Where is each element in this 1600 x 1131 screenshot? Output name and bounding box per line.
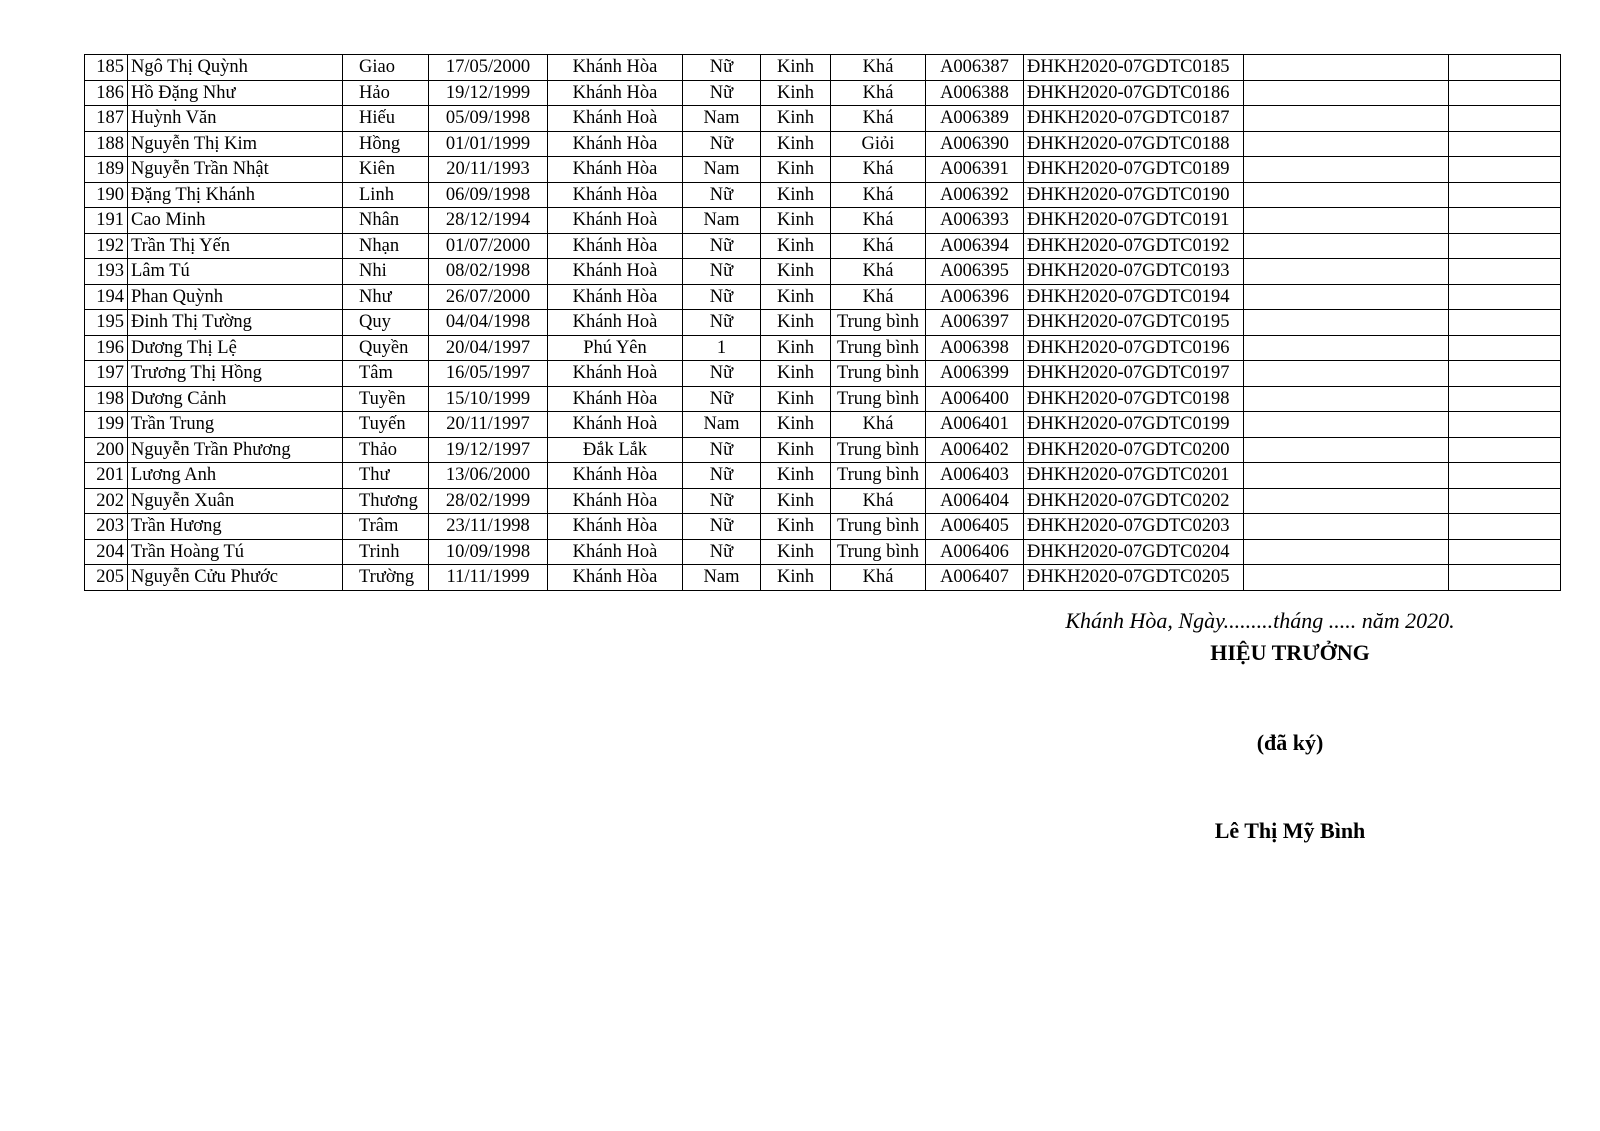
row-number: 199 (85, 412, 128, 438)
blank-cell (1244, 157, 1449, 183)
student-given-name: Tuyền (343, 386, 429, 412)
blank-cell (1244, 106, 1449, 132)
registry-number: ĐHKH2020-07GDTC0198 (1024, 386, 1244, 412)
gender: Nam (683, 412, 761, 438)
classification: Khá (831, 106, 926, 132)
gender: Nữ (683, 233, 761, 259)
row-number: 204 (85, 539, 128, 565)
blank-cell (1244, 310, 1449, 336)
birth-place: Khánh Hòa (548, 488, 683, 514)
certificate-number: A006405 (926, 514, 1024, 540)
registry-number: ĐHKH2020-07GDTC0187 (1024, 106, 1244, 132)
birth-place: Khánh Hoà (548, 106, 683, 132)
student-given-name: Thương (343, 488, 429, 514)
blank-cell (1449, 80, 1561, 106)
birth-date: 20/04/1997 (429, 335, 548, 361)
registry-number: ĐHKH2020-07GDTC0205 (1024, 565, 1244, 591)
classification: Khá (831, 55, 926, 81)
blank-cell (1449, 106, 1561, 132)
student-given-name: Như (343, 284, 429, 310)
blank-cell (1449, 157, 1561, 183)
classification: Khá (831, 412, 926, 438)
registry-number: ĐHKH2020-07GDTC0188 (1024, 131, 1244, 157)
certificate-number: A006392 (926, 182, 1024, 208)
birth-date: 13/06/2000 (429, 463, 548, 489)
row-number: 190 (85, 182, 128, 208)
blank-cell (1244, 488, 1449, 514)
blank-cell (1449, 361, 1561, 387)
ethnicity: Kinh (761, 310, 831, 336)
student-given-name: Linh (343, 182, 429, 208)
blank-cell (1244, 284, 1449, 310)
student-given-name: Tuyến (343, 412, 429, 438)
blank-cell (1449, 233, 1561, 259)
signature-date-line: Khánh Hòa, Ngày.........tháng ..... năm 2020. (1065, 608, 1455, 633)
student-surname: Nguyễn Trần Nhật (128, 157, 343, 183)
birth-date: 11/11/1999 (429, 565, 548, 591)
student-surname: Ngô Thị Quỳnh (128, 55, 343, 81)
registry-number: ĐHKH2020-07GDTC0185 (1024, 55, 1244, 81)
student-surname: Nguyễn Thị Kim (128, 131, 343, 157)
table-row (85, 106, 1561, 132)
certificate-number: A006400 (926, 386, 1024, 412)
birth-date: 28/12/1994 (429, 208, 548, 234)
table-row (85, 284, 1561, 310)
gender: Nam (683, 208, 761, 234)
table-row (85, 539, 1561, 565)
table-row (85, 412, 1561, 438)
birth-place: Khánh Hòa (548, 233, 683, 259)
ethnicity: Kinh (761, 284, 831, 310)
table-row (85, 361, 1561, 387)
registry-number: ĐHKH2020-07GDTC0194 (1024, 284, 1244, 310)
row-number: 187 (85, 106, 128, 132)
birth-place: Đắk Lắk (548, 437, 683, 463)
birth-place: Khánh Hòa (548, 131, 683, 157)
blank-cell (1449, 539, 1561, 565)
table-row (85, 55, 1561, 81)
birth-date: 01/07/2000 (429, 233, 548, 259)
classification: Trung bình (831, 514, 926, 540)
row-number: 205 (85, 565, 128, 591)
registry-number: ĐHKH2020-07GDTC0186 (1024, 80, 1244, 106)
certificate-number: A006393 (926, 208, 1024, 234)
student-surname: Cao Minh (128, 208, 343, 234)
gender: Nữ (683, 386, 761, 412)
birth-place: Khánh Hoà (548, 539, 683, 565)
certificate-number: A006390 (926, 131, 1024, 157)
classification: Trung bình (831, 539, 926, 565)
student-surname: Trần Hoàng Tú (128, 539, 343, 565)
birth-place: Khánh Hòa (548, 55, 683, 81)
registry-number: ĐHKH2020-07GDTC0197 (1024, 361, 1244, 387)
student-surname: Dương Cảnh (128, 386, 343, 412)
blank-cell (1449, 437, 1561, 463)
gender: Nữ (683, 131, 761, 157)
row-number: 194 (85, 284, 128, 310)
classification: Trung bình (831, 310, 926, 336)
certificate-number: A006407 (926, 565, 1024, 591)
ethnicity: Kinh (761, 182, 831, 208)
gender: Nữ (683, 514, 761, 540)
student-given-name: Quy (343, 310, 429, 336)
table-row (85, 335, 1561, 361)
registry-number: ĐHKH2020-07GDTC0190 (1024, 182, 1244, 208)
row-number: 189 (85, 157, 128, 183)
student-given-name: Quyền (343, 335, 429, 361)
gender: Nữ (683, 539, 761, 565)
blank-cell (1449, 284, 1561, 310)
birth-place: Khánh Hòa (548, 182, 683, 208)
gender: Nữ (683, 284, 761, 310)
table-row (85, 514, 1561, 540)
ethnicity: Kinh (761, 106, 831, 132)
certificate-number: A006406 (926, 539, 1024, 565)
classification: Khá (831, 565, 926, 591)
birth-date: 16/05/1997 (429, 361, 548, 387)
certificate-number: A006398 (926, 335, 1024, 361)
table-row (85, 233, 1561, 259)
classification: Khá (831, 488, 926, 514)
blank-cell (1244, 80, 1449, 106)
student-surname: Trần Hương (128, 514, 343, 540)
blank-cell (1244, 437, 1449, 463)
row-number: 200 (85, 437, 128, 463)
blank-cell (1244, 182, 1449, 208)
student-surname: Hồ Đặng Như (128, 80, 343, 106)
ethnicity: Kinh (761, 463, 831, 489)
row-number: 191 (85, 208, 128, 234)
ethnicity: Kinh (761, 55, 831, 81)
birth-place: Khánh Hoà (548, 361, 683, 387)
student-given-name: Nhạn (343, 233, 429, 259)
gender: Nữ (683, 55, 761, 81)
ethnicity: Kinh (761, 412, 831, 438)
blank-cell (1244, 539, 1449, 565)
birth-date: 19/12/1997 (429, 437, 548, 463)
row-number: 186 (85, 80, 128, 106)
classification: Khá (831, 80, 926, 106)
ethnicity: Kinh (761, 233, 831, 259)
ethnicity: Kinh (761, 565, 831, 591)
registry-number: ĐHKH2020-07GDTC0204 (1024, 539, 1244, 565)
birth-place: Khánh Hòa (548, 284, 683, 310)
table-row (85, 437, 1561, 463)
ethnicity: Kinh (761, 335, 831, 361)
ethnicity: Kinh (761, 488, 831, 514)
blank-cell (1449, 310, 1561, 336)
student-given-name: Hảo (343, 80, 429, 106)
row-number: 193 (85, 259, 128, 285)
certificate-number: A006395 (926, 259, 1024, 285)
classification: Trung bình (831, 386, 926, 412)
certificate-number: A006402 (926, 437, 1024, 463)
table-row (85, 565, 1561, 591)
birth-date: 08/02/1998 (429, 259, 548, 285)
gender: Nam (683, 106, 761, 132)
student-surname: Đặng Thị Khánh (128, 182, 343, 208)
student-given-name: Nhi (343, 259, 429, 285)
student-given-name: Giao (343, 55, 429, 81)
signature-signed-note: (đã ký) (1256, 730, 1324, 755)
row-number: 192 (85, 233, 128, 259)
gender: Nữ (683, 361, 761, 387)
classification: Khá (831, 233, 926, 259)
registry-number: ĐHKH2020-07GDTC0199 (1024, 412, 1244, 438)
birth-date: 28/02/1999 (429, 488, 548, 514)
gender: Nữ (683, 488, 761, 514)
birth-place: Khánh Hoà (548, 208, 683, 234)
student-roster-table (84, 54, 1561, 591)
birth-date: 20/11/1997 (429, 412, 548, 438)
birth-date: 19/12/1999 (429, 80, 548, 106)
gender: Nữ (683, 310, 761, 336)
certificate-number: A006399 (926, 361, 1024, 387)
classification: Khá (831, 208, 926, 234)
certificate-number: A006403 (926, 463, 1024, 489)
gender: 1 (683, 335, 761, 361)
student-surname: Phan Quỳnh (128, 284, 343, 310)
blank-cell (1244, 233, 1449, 259)
blank-cell (1449, 259, 1561, 285)
row-number: 197 (85, 361, 128, 387)
blank-cell (1244, 412, 1449, 438)
table-row (85, 488, 1561, 514)
row-number: 198 (85, 386, 128, 412)
table-row (85, 182, 1561, 208)
certificate-number: A006401 (926, 412, 1024, 438)
registry-number: ĐHKH2020-07GDTC0201 (1024, 463, 1244, 489)
registry-number: ĐHKH2020-07GDTC0196 (1024, 335, 1244, 361)
blank-cell (1449, 565, 1561, 591)
student-given-name: Trường (343, 565, 429, 591)
blank-cell (1449, 488, 1561, 514)
birth-place: Khánh Hòa (548, 463, 683, 489)
blank-cell (1244, 463, 1449, 489)
ethnicity: Kinh (761, 259, 831, 285)
gender: Nữ (683, 182, 761, 208)
birth-place: Khánh Hòa (548, 386, 683, 412)
row-number: 185 (85, 55, 128, 81)
ethnicity: Kinh (761, 157, 831, 183)
student-surname: Lương Anh (128, 463, 343, 489)
student-given-name: Hiếu (343, 106, 429, 132)
gender: Nam (683, 565, 761, 591)
table-row (85, 208, 1561, 234)
student-given-name: Nhân (343, 208, 429, 234)
birth-place: Khánh Hòa (548, 157, 683, 183)
birth-date: 15/10/1999 (429, 386, 548, 412)
classification: Trung bình (831, 335, 926, 361)
blank-cell (1244, 335, 1449, 361)
ethnicity: Kinh (761, 386, 831, 412)
blank-cell (1449, 463, 1561, 489)
classification: Khá (831, 182, 926, 208)
signature-title: HIỆU TRƯỞNG (1210, 640, 1370, 665)
blank-cell (1244, 208, 1449, 234)
ethnicity: Kinh (761, 514, 831, 540)
certificate-number: A006404 (926, 488, 1024, 514)
registry-number: ĐHKH2020-07GDTC0192 (1024, 233, 1244, 259)
student-given-name: Hồng (343, 131, 429, 157)
gender: Nữ (683, 259, 761, 285)
blank-cell (1244, 259, 1449, 285)
ethnicity: Kinh (761, 131, 831, 157)
birth-place: Khánh Hoà (548, 412, 683, 438)
ethnicity: Kinh (761, 437, 831, 463)
registry-number: ĐHKH2020-07GDTC0189 (1024, 157, 1244, 183)
registry-number: ĐHKH2020-07GDTC0200 (1024, 437, 1244, 463)
classification: Giỏi (831, 131, 926, 157)
table-row (85, 157, 1561, 183)
birth-date: 04/04/1998 (429, 310, 548, 336)
table-row (85, 131, 1561, 157)
birth-place: Khánh Hoà (548, 310, 683, 336)
blank-cell (1449, 335, 1561, 361)
blank-cell (1244, 565, 1449, 591)
table-row (85, 463, 1561, 489)
blank-cell (1449, 131, 1561, 157)
ethnicity: Kinh (761, 539, 831, 565)
table-row (85, 80, 1561, 106)
certificate-number: A006388 (926, 80, 1024, 106)
student-surname: Lâm Tú (128, 259, 343, 285)
blank-cell (1244, 131, 1449, 157)
student-given-name: Thư (343, 463, 429, 489)
student-surname: Huỳnh Văn (128, 106, 343, 132)
classification: Trung bình (831, 437, 926, 463)
birth-place: Khánh Hoà (548, 259, 683, 285)
row-number: 203 (85, 514, 128, 540)
classification: Trung bình (831, 463, 926, 489)
student-given-name: Kiên (343, 157, 429, 183)
student-surname: Đinh Thị Tường (128, 310, 343, 336)
registry-number: ĐHKH2020-07GDTC0202 (1024, 488, 1244, 514)
classification: Khá (831, 157, 926, 183)
ethnicity: Kinh (761, 80, 831, 106)
registry-number: ĐHKH2020-07GDTC0193 (1024, 259, 1244, 285)
registry-number: ĐHKH2020-07GDTC0195 (1024, 310, 1244, 336)
birth-date: 26/07/2000 (429, 284, 548, 310)
blank-cell (1244, 514, 1449, 540)
birth-date: 06/09/1998 (429, 182, 548, 208)
blank-cell (1244, 361, 1449, 387)
certificate-number: A006396 (926, 284, 1024, 310)
row-number: 188 (85, 131, 128, 157)
certificate-number: A006391 (926, 157, 1024, 183)
student-surname: Dương Thị Lệ (128, 335, 343, 361)
table-row (85, 259, 1561, 285)
blank-cell (1449, 412, 1561, 438)
gender: Nữ (683, 463, 761, 489)
registry-number: ĐHKH2020-07GDTC0203 (1024, 514, 1244, 540)
birth-date: 23/11/1998 (429, 514, 548, 540)
certificate-number: A006389 (926, 106, 1024, 132)
birth-place: Phú Yên (548, 335, 683, 361)
table-row (85, 386, 1561, 412)
birth-date: 01/01/1999 (429, 131, 548, 157)
birth-place: Khánh Hòa (548, 514, 683, 540)
birth-date: 10/09/1998 (429, 539, 548, 565)
student-surname: Nguyễn Trần Phương (128, 437, 343, 463)
certificate-number: A006387 (926, 55, 1024, 81)
signer-name: Lê Thị Mỹ Bình (1214, 818, 1366, 843)
blank-cell (1244, 386, 1449, 412)
roster-body (85, 55, 1561, 591)
student-given-name: Trâm (343, 514, 429, 540)
classification: Khá (831, 284, 926, 310)
certificate-number: A006394 (926, 233, 1024, 259)
row-number: 201 (85, 463, 128, 489)
row-number: 202 (85, 488, 128, 514)
gender: Nữ (683, 437, 761, 463)
student-surname: Trần Trung (128, 412, 343, 438)
ethnicity: Kinh (761, 208, 831, 234)
birth-date: 05/09/1998 (429, 106, 548, 132)
blank-cell (1449, 182, 1561, 208)
student-surname: Nguyễn Cửu Phước (128, 565, 343, 591)
gender: Nam (683, 157, 761, 183)
blank-cell (1449, 55, 1561, 81)
classification: Trung bình (831, 361, 926, 387)
student-surname: Nguyễn Xuân (128, 488, 343, 514)
student-surname: Trần Thị Yến (128, 233, 343, 259)
certificate-number: A006397 (926, 310, 1024, 336)
blank-cell (1449, 514, 1561, 540)
student-surname: Trương Thị Hồng (128, 361, 343, 387)
student-given-name: Thảo (343, 437, 429, 463)
row-number: 195 (85, 310, 128, 336)
birth-date: 17/05/2000 (429, 55, 548, 81)
registry-number: ĐHKH2020-07GDTC0191 (1024, 208, 1244, 234)
birth-date: 20/11/1993 (429, 157, 548, 183)
birth-place: Khánh Hòa (548, 80, 683, 106)
ethnicity: Kinh (761, 361, 831, 387)
blank-cell (1449, 208, 1561, 234)
student-given-name: Tâm (343, 361, 429, 387)
table-row (85, 310, 1561, 336)
birth-place: Khánh Hòa (548, 565, 683, 591)
row-number: 196 (85, 335, 128, 361)
blank-cell (1449, 386, 1561, 412)
blank-cell (1244, 55, 1449, 81)
gender: Nữ (683, 80, 761, 106)
classification: Khá (831, 259, 926, 285)
student-given-name: Trinh (343, 539, 429, 565)
